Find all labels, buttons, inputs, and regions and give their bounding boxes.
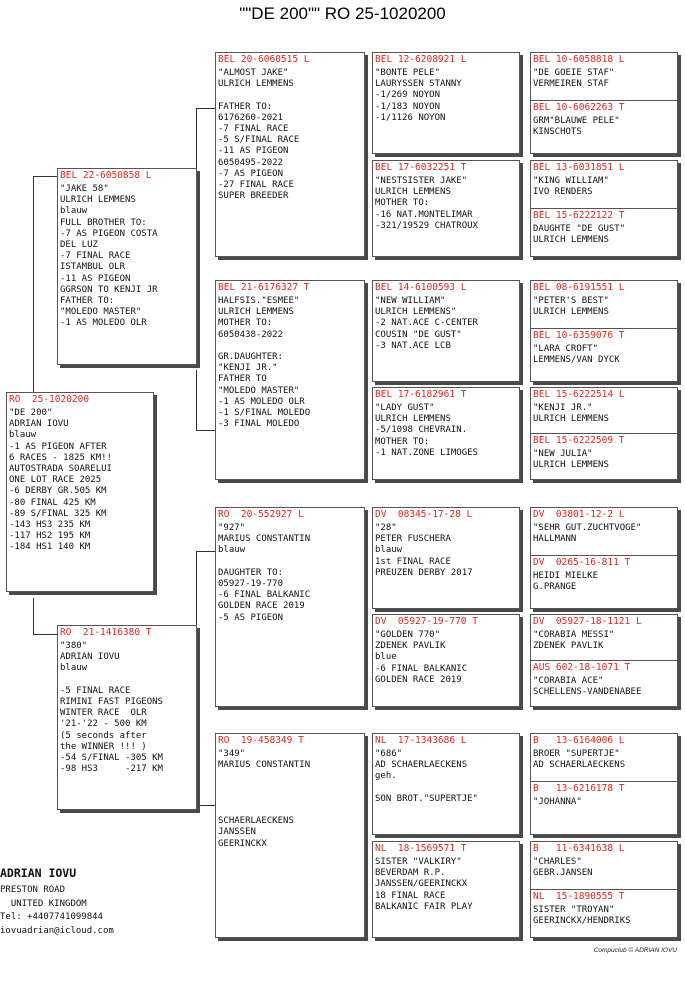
ring-number: RO 25-1020200 (9, 394, 90, 405)
ring-number: BEL 21-6176327 T (218, 282, 310, 293)
owner-address-line: PRESTON ROAD (0, 885, 66, 895)
detail-line: ULRICH LEMMENS (375, 414, 451, 425)
detail-line: "JOHANNA" (533, 797, 582, 807)
detail-line: blauw (218, 545, 246, 556)
detail-line (218, 771, 362, 782)
detail-line: 6050438-2022 (218, 329, 284, 340)
detail-line: MARIUS CONSTANTIN (218, 760, 311, 771)
detail-line: LEMMENS/VAN DYCK (533, 355, 620, 366)
detail-line: WINTER RACE OLR (60, 708, 147, 719)
detail-line: MARIUS CONSTANTIN (218, 534, 311, 545)
detail-line: 6050495-2022 (218, 157, 284, 168)
pigeon-details (533, 749, 675, 771)
ring-number: NL 15-1890555 T (533, 891, 625, 902)
detail-line: "KING WILLIAM" (533, 176, 609, 186)
detail-line: SCHAERLAECKENS (218, 816, 294, 827)
detail-line: -1/183 NOYON (375, 101, 441, 112)
detail-line: -1 AS MOLEDO OLR (218, 396, 305, 407)
ring-number: BEL 15-6222122 T (533, 210, 625, 221)
detail-line: "NEW JULIA" (533, 449, 593, 459)
detail-line: ULRICH LEMMENS (533, 460, 609, 471)
detail-line: ULRICH LEMMENS" (375, 307, 457, 318)
connector (196, 370, 216, 431)
ring-number: DV 05927-18-1121 L (533, 616, 642, 627)
detail-line: "ALMOST JAKE" (218, 68, 289, 78)
connector (33, 176, 58, 394)
pigeon-details (218, 749, 362, 850)
detail-line: ADRIAN IOVU (60, 652, 120, 663)
ring-number: RO 21-1416380 T (60, 627, 152, 638)
detail-line: GEBR.JANSEN (533, 868, 593, 879)
detail-line: HEIDI MIELKE (533, 571, 599, 581)
detail-line: ISTAMBUL OLR (60, 262, 126, 273)
owner-phone: Tel: +4407741099844 (0, 912, 103, 922)
detail-line: -80 FINAL 425 KM (9, 497, 96, 508)
ring-number: NL 18-1569571 T (375, 843, 467, 854)
detail-line: LAURYSSEN STANNY (375, 79, 462, 90)
pigeon-card-sire-sire (215, 52, 365, 257)
detail-line: -16 NAT.MONTELIMAR (375, 209, 473, 220)
ring-number: AUS 602-18-1071 T (533, 662, 631, 673)
pigeon-card-sire-dam (215, 280, 365, 480)
detail-line: GEERINCKX (218, 838, 267, 849)
detail-line: (5 seconds after (60, 730, 147, 741)
detail-line: "SEHR GUT.ZUCHTVOGE" (533, 523, 642, 533)
pigeon-card-pair-6 (530, 614, 678, 707)
detail-line: ULRICH LEMMENS (533, 307, 609, 318)
detail-line: ZDENEK PAVLIK (533, 641, 604, 652)
pigeon-details (533, 449, 625, 471)
detail-line: '21-'22 - 500 KM (60, 719, 147, 730)
pigeon-card-subject (6, 392, 154, 592)
detail-line: -89 S/FINAL 325 KM (9, 508, 107, 519)
detail-line (218, 557, 362, 568)
pigeon-details (375, 630, 517, 686)
software-credit: Compuclub © ADRIAN IOVU (593, 947, 677, 954)
pigeon-details (533, 857, 675, 879)
connector (196, 551, 216, 632)
pigeon-details (533, 296, 675, 318)
ring-number: BEL 15-6222509 T (533, 435, 625, 446)
pigeon-details (533, 797, 625, 808)
detail-line: JANSSEN (218, 827, 256, 838)
pigeon-card-dds (372, 733, 520, 835)
detail-line: "28" (375, 523, 397, 533)
detail-line (375, 783, 517, 794)
detail-line: ULRICH LEMMENS (218, 79, 294, 90)
pigeon-details (375, 68, 517, 124)
pigeon-details (533, 630, 675, 652)
ring-number: BEL 20-6060515 L (218, 54, 310, 65)
ring-number: DV 05927-19-770 T (375, 616, 478, 627)
ring-number: B 13-6164006 L (533, 735, 625, 746)
ring-number: RO 20-552927 L (218, 509, 304, 520)
pigeon-card-pair-2 (530, 160, 678, 257)
pigeon-details (533, 344, 625, 366)
detail-line: AD SCHAERLAECKENS (375, 760, 468, 771)
pigeon-card-dam-sire (215, 507, 365, 707)
ring-number: BEL 10-6062263 T (533, 102, 625, 113)
pigeon-card-sire (57, 168, 197, 365)
pigeon-card-ssd (372, 160, 520, 257)
detail-line: "MOLEDO MASTER" (218, 385, 300, 396)
pigeon-details (533, 116, 625, 138)
ring-number: RO 19-458349 T (218, 735, 304, 746)
detail-line: -321/19529 CHATROUX (375, 220, 478, 231)
pigeon-details (533, 224, 625, 246)
detail-line: -5 FINAL RACE (60, 685, 131, 696)
ring-number: BEL 17-6032251 T (375, 162, 467, 173)
detail-line: -7 FINAL RACE (60, 251, 131, 262)
detail-line: -1 AS MOLEDO OLR (60, 318, 147, 329)
detail-line: "DE GOEIE STAF" (533, 68, 615, 78)
detail-line: PREUZEN DERBY 2017 (375, 567, 473, 578)
detail-line: GOLDEN RACE 2019 (218, 601, 305, 612)
detail-line: 18 FINAL RACE (375, 890, 446, 901)
pigeon-details (375, 749, 517, 805)
detail-line: -6 FINAL BALKANIC (375, 663, 468, 674)
detail-line: DAUGHTE "DE GUST" (533, 224, 626, 234)
ring-number: DV 08345-17-28 L (375, 509, 473, 520)
detail-line: "LADY GUST" (375, 403, 435, 413)
detail-line: -5 AS PIGEON (218, 612, 284, 623)
detail-line: FULL BROTHER TO: (60, 217, 147, 228)
pigeon-details (218, 296, 362, 430)
detail-line: -5 S/FINAL RACE (218, 135, 300, 146)
detail-line: PETER FUSCHERA (375, 534, 451, 545)
divider (531, 328, 677, 329)
detail-line: "DE 200" (9, 408, 53, 418)
ring-number: BEL 22-6050858 L (60, 170, 152, 181)
detail-line: AD SCHAERLAECKENS (533, 760, 626, 771)
detail-line: -1 AS PIGEON AFTER (9, 441, 107, 452)
detail-line: GOLDEN RACE 2019 (375, 674, 462, 685)
detail-line: "927" (218, 523, 246, 533)
detail-line: 1st FINAL RACE (375, 556, 451, 567)
connector (196, 715, 216, 806)
pigeon-card-sds (372, 280, 520, 382)
pigeon-card-pair-7 (530, 733, 678, 835)
ring-number: BEL 14-6100593 L (375, 282, 467, 293)
ring-number: DV 03801-12-2 L (533, 509, 625, 520)
detail-line: BROER "SUPERTJE" (533, 749, 620, 759)
detail-line: SCHELLENS-VANDENABEE (533, 687, 642, 698)
pigeon-card-ddd (372, 841, 520, 938)
detail-line: IVO RENDERS (533, 187, 593, 198)
divider (531, 433, 677, 434)
detail-line: FATHER TO: (60, 296, 115, 307)
pigeon-card-pair-8 (530, 841, 678, 938)
pigeon-details (533, 68, 675, 90)
divider (531, 555, 677, 556)
detail-line: "CHARLES" (533, 857, 582, 867)
detail-line: "MOLEDO MASTER" (60, 307, 142, 318)
detail-line: -184 HS1 140 KM (9, 542, 91, 553)
connector (196, 108, 216, 179)
detail-line: "KENJI JR." (533, 403, 593, 413)
detail-line: DEL LUZ (60, 240, 98, 251)
detail-line: "349" (218, 749, 246, 759)
detail-line: -1/1126 NOYON (375, 112, 446, 123)
detail-line (218, 341, 362, 352)
detail-line: blauw (9, 430, 37, 441)
detail-line: -3 FINAL MOLEDO (218, 419, 300, 430)
owner-info (0, 866, 114, 938)
pigeon-card-pair-3 (530, 280, 678, 382)
pigeon-details (60, 641, 194, 775)
detail-line: "NEW WILLIAM" (375, 296, 446, 306)
ring-number: BEL 12-6208921 L (375, 54, 467, 65)
pigeon-details (218, 68, 362, 202)
pigeon-details (533, 905, 631, 927)
detail-line: SON BROT."SUPERTJE" (375, 793, 478, 804)
pigeon-details (375, 176, 517, 232)
detail-line: ULRICH LEMMENS (533, 414, 609, 425)
ring-number: B 13-6216178 T (533, 783, 625, 794)
divider (531, 100, 677, 101)
detail-line: AUTOSTRADA SOARELUI (9, 464, 112, 475)
detail-line: geh. (375, 771, 397, 782)
detail-line: BEVERDAM R.P. (375, 868, 446, 879)
ring-number: B 11-6341638 L (533, 843, 625, 854)
pigeon-details (375, 523, 517, 579)
detail-line: blauw (375, 545, 403, 556)
detail-line: G.PRANGE (533, 582, 577, 593)
detail-line: 05927-19-770 (218, 579, 284, 590)
detail-line (60, 675, 194, 686)
detail-line: "NESTSISTER JAKE" (375, 176, 468, 186)
ring-number: BEL 15-6222514 L (533, 389, 625, 400)
detail-line: BALKANIC FAIR PLAY (375, 901, 473, 912)
detail-line: -117 HS2 195 KM (9, 531, 91, 542)
detail-line: blauw (60, 206, 88, 217)
owner-email: iovuadrian@icloud.com (0, 925, 114, 936)
pigeon-details (60, 184, 194, 330)
detail-line: -7 AS PIGEON (218, 168, 284, 179)
detail-line (218, 783, 362, 794)
detail-line: RIMINI FAST PIGEONS (60, 697, 163, 708)
detail-line: "KENJI JR." (218, 363, 278, 374)
detail-line: -6 DERBY GR.505 KM (9, 486, 107, 497)
divider (531, 889, 677, 890)
pigeon-details (533, 176, 675, 198)
pigeon-details (533, 523, 675, 545)
ring-number: DV 0265-16-811 T (533, 557, 631, 568)
pedigree-title: ""DE 200"" RO 25-1020200 (239, 4, 446, 23)
detail-line (218, 805, 362, 816)
detail-line: -7 AS PIGEON COSTA (60, 228, 158, 239)
ring-number: BEL 13-6031851 L (533, 162, 625, 173)
detail-line (218, 794, 362, 805)
detail-line: ZDENEK PAVLIK (375, 641, 446, 652)
detail-line: GEERINCKX/HENDRIKS (533, 916, 631, 927)
detail-line: JANSSEN/GEERINCKX (375, 879, 468, 890)
divider (531, 781, 677, 782)
owner-address-line: UNITED KINGDOM (0, 898, 87, 909)
ring-number: BEL 17-6182961 T (375, 389, 467, 400)
connector (33, 598, 58, 635)
detail-line: HALFSIS."ESMEE" (218, 296, 300, 306)
pigeon-card-dam (57, 625, 197, 810)
pigeon-details (533, 571, 630, 593)
detail-line: -54 S/FINAL -305 KM (60, 753, 163, 764)
detail-line: -11 AS PIGEON (60, 273, 131, 284)
detail-line: -1/269 NOYON (375, 90, 441, 101)
detail-line: -1 NAT.ZONE LIMOGES (375, 447, 478, 458)
pigeon-card-dss (372, 507, 520, 609)
detail-line: ONE LOT RACE 2025 (9, 475, 102, 486)
detail-line: MOTHER TO: (375, 436, 430, 447)
detail-line: MOTHER TO: (375, 198, 430, 209)
pigeon-details (533, 676, 641, 698)
detail-line: -7 FINAL RACE (218, 124, 289, 135)
pigeon-card-dam-dam (215, 733, 365, 938)
detail-line: DAUGHTER TO: (218, 567, 284, 578)
detail-line: FATHER TO: (218, 101, 273, 112)
pigeon-card-pair-5 (530, 507, 678, 609)
detail-line: -3 NAT.ACE LCB (375, 340, 451, 351)
detail-line: KINSCHOTS (533, 127, 582, 138)
pigeon-card-sdd (372, 387, 520, 480)
detail-line: MOTHER TO: (218, 318, 273, 329)
detail-line: -6 FINAL BALKANIC (218, 590, 311, 601)
pigeon-card-sss (372, 52, 520, 154)
detail-line: GRM"BLAUWE PELE" (533, 116, 620, 126)
detail-line: HALLMANN (533, 534, 577, 545)
pigeon-details (375, 296, 517, 352)
detail-line: 6176260-2021 (218, 112, 284, 123)
detail-line: blue (375, 652, 397, 663)
pigeon-details (218, 523, 362, 624)
detail-line: "CORABIA ACE" (533, 676, 604, 686)
detail-line: "CORABIA MESSI" (533, 630, 615, 640)
ring-number: BEL 08-6191551 L (533, 282, 625, 293)
pigeon-card-dsd (372, 614, 520, 707)
pigeon-card-pair-4 (530, 387, 678, 480)
detail-line: "PETER'S BEST" (533, 296, 609, 306)
detail-line: "LARA CROFT" (533, 344, 599, 354)
detail-line: SISTER "VALKIRY" (375, 857, 462, 867)
pigeon-details (9, 408, 151, 554)
detail-line: "380" (60, 641, 88, 651)
detail-line: "GOLDEN 770" (375, 630, 441, 640)
detail-line: -11 AS PIGEON (218, 146, 289, 157)
detail-line: the WINNER !!! ) (60, 741, 147, 752)
detail-line: ADRIAN IOVU (9, 419, 69, 430)
ring-number: BEL 10-6058818 L (533, 54, 625, 65)
detail-line: SISTER "TROYAN" (533, 905, 615, 915)
detail-line: ULRICH LEMMENS (218, 307, 294, 318)
owner-name: ADRIAN IOVU (0, 866, 77, 880)
detail-line: SUPER BREEDER (218, 191, 289, 202)
detail-line: -143 HS3 235 KM (9, 520, 91, 531)
ring-number: NL 17-1343686 L (375, 735, 467, 746)
divider (531, 208, 677, 209)
detail-line: 6 RACES - 1825 KM!! (9, 452, 112, 463)
detail-line: -1 S/FINAL MOLEDO (218, 408, 311, 419)
detail-line: ULRICH LEMMENS (375, 187, 451, 198)
detail-line (218, 90, 362, 101)
pigeon-details (533, 403, 675, 425)
detail-line: -27 FINAL RACE (218, 180, 294, 191)
pigeon-details (375, 857, 517, 913)
detail-line: "JAKE 58" (60, 184, 109, 194)
detail-line: -2 NAT.ACE C-CENTER (375, 318, 478, 329)
detail-line: FATHER TO (218, 374, 267, 385)
detail-line: COUSIN "DE GUST" (375, 329, 462, 340)
detail-line: "BONTE PELE" (375, 68, 441, 78)
detail-line: blauw (60, 663, 88, 674)
detail-line: -5/1098 CHEVRAIN. (375, 425, 468, 436)
detail-line: -98 HS3 -217 KM (60, 764, 163, 775)
detail-line: GR.DAUGHTER: (218, 352, 284, 363)
pigeon-card-pair-1 (530, 52, 678, 154)
divider (531, 660, 677, 661)
detail-line: GGRSON TO KENJI JR (60, 284, 158, 295)
pigeon-details (375, 403, 517, 459)
detail-line: VERMEIREN STAF (533, 79, 609, 90)
ring-number: BEL 10-6359076 T (533, 330, 625, 341)
detail-line: ULRICH LEMMENS (60, 195, 136, 206)
detail-line: ULRICH LEMMENS (533, 235, 609, 246)
detail-line: "686" (375, 749, 403, 759)
